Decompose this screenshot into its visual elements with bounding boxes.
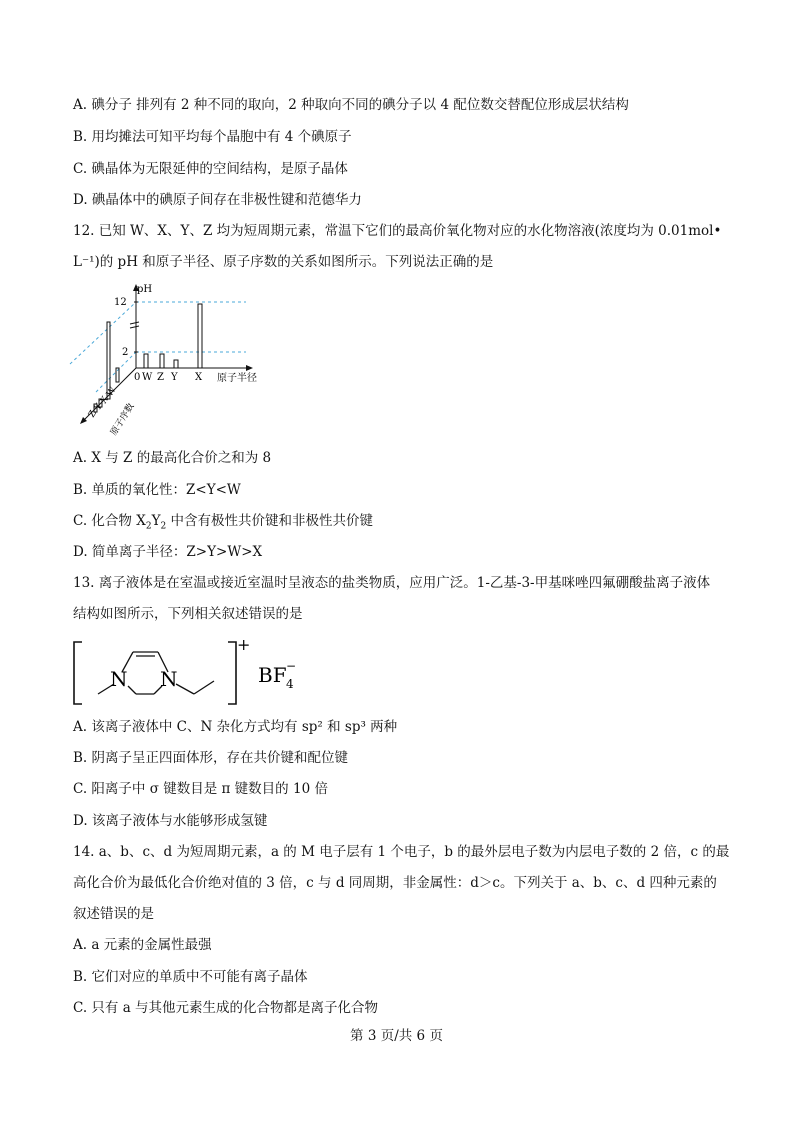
- nitrogen-right: N: [160, 667, 178, 691]
- q11-option-b: B. 用均摊法可知平均每个晶胞中有 4 个碘原子: [73, 129, 352, 145]
- q14-option-a: A. a 元素的金属性最强: [73, 937, 212, 953]
- anion-charge: −: [286, 659, 297, 673]
- q14-stem-line3: 叙述错误的是: [73, 906, 154, 922]
- q13-option-c: C. 阳离子中 σ 键数目是 π 键数目的 10 倍: [73, 781, 328, 797]
- q11-option-d: D. 碘晶体中的碘原子间存在非极性键和范德华力: [73, 192, 362, 208]
- q11-option-a: A. 碘分子 排列有 2 种不同的取向，2 种取向不同的碘分子以 4 配位数交替配位形成层状结构: [73, 97, 629, 113]
- cation-charge: +: [237, 636, 251, 654]
- q13-option-b: B. 阴离子呈正四面体形，存在共价键和配位键: [73, 750, 349, 766]
- q12-stem-line1: 12. 已知 W、X、Y、Z 均为短周期元素，常温下它们的最高价氧化物对应的水化物溶液(浓度均为 0.01mol•: [73, 223, 722, 239]
- q13-option-a: A. 该离子液体中 C、N 杂化方式均有 sp² 和 sp³ 两种: [73, 719, 398, 735]
- q12-option-a: A. X 与 Z 的最高化合价之和为 8: [73, 450, 272, 466]
- z-label-x: X: [99, 394, 111, 406]
- q14-stem-line2: 高化合价为最低化合价绝对值的 3 倍，c 与 d 同周期，非金属性：d＞c。下列关于 a、b、c、d 四种元素的: [73, 875, 717, 891]
- q13-stem-line2: 结构如图所示，下列相关叙述错误的是: [73, 606, 303, 622]
- z-axis-label: 原子序数: [109, 401, 137, 438]
- x-label-x: X: [195, 372, 203, 383]
- z-label-y: Y: [93, 402, 105, 413]
- ph-axis-label: pH: [137, 284, 153, 295]
- q11-option-c: C. 碘晶体为无限延伸的空间结构，是原子晶体: [73, 161, 348, 177]
- q12-figure: [66, 282, 281, 440]
- x-label-w: W: [142, 372, 153, 383]
- q12-stem-line2: L⁻¹)的 pH 和原子半径、原子序数的关系如图所示。下列说法正确的是: [73, 254, 494, 270]
- x-label-z: Z: [157, 372, 164, 383]
- q14-stem-line1: 14. a、b、c、d 为短周期元素，a 的 M 电子层有 1 个电子，b 的最外层电子数为内层电子数的 2 倍，c 的最: [73, 844, 730, 860]
- tick-12: 12: [114, 297, 127, 308]
- anion-formula: BF: [258, 663, 287, 687]
- x-axis-label: 原子半径: [217, 373, 257, 384]
- q14-option-b: B. 它们对应的单质中不可能有离子晶体: [73, 969, 308, 985]
- q13-structure-figure: [70, 636, 310, 708]
- tick-2: 2: [122, 347, 129, 358]
- q13-stem-line1: 13. 离子液体是在室温或接近室温时呈液态的盐类物质，应用广泛。1-乙基-3-甲基咪唑四氟硼酸盐离子液体: [73, 575, 711, 591]
- origin-label: 0: [134, 372, 141, 383]
- q12-option-c: C. 化合物 $X_2Y_2$ 中含有极性共价键和非极性共价键: [73, 513, 374, 532]
- z-label-w: W: [105, 385, 119, 399]
- q14-option-c: C. 只有 a 与其他元素生成的化合物都是离子化合物: [73, 1000, 379, 1016]
- page-footer: 第 3 页/共 6 页: [350, 1028, 443, 1044]
- q12-option-b: B. 单质的氧化性：Z<Y<W: [73, 482, 241, 498]
- x-label-y: Y: [171, 372, 178, 383]
- q12-option-d: D. 简单离子半径：Z>Y>W>X: [73, 544, 263, 560]
- z-label-z: Z: [87, 408, 99, 420]
- anion-subscript: 4: [286, 677, 294, 691]
- q13-option-d: D. 该离子液体与水能够形成氢键: [73, 813, 268, 829]
- nitrogen-left: N: [110, 667, 128, 691]
